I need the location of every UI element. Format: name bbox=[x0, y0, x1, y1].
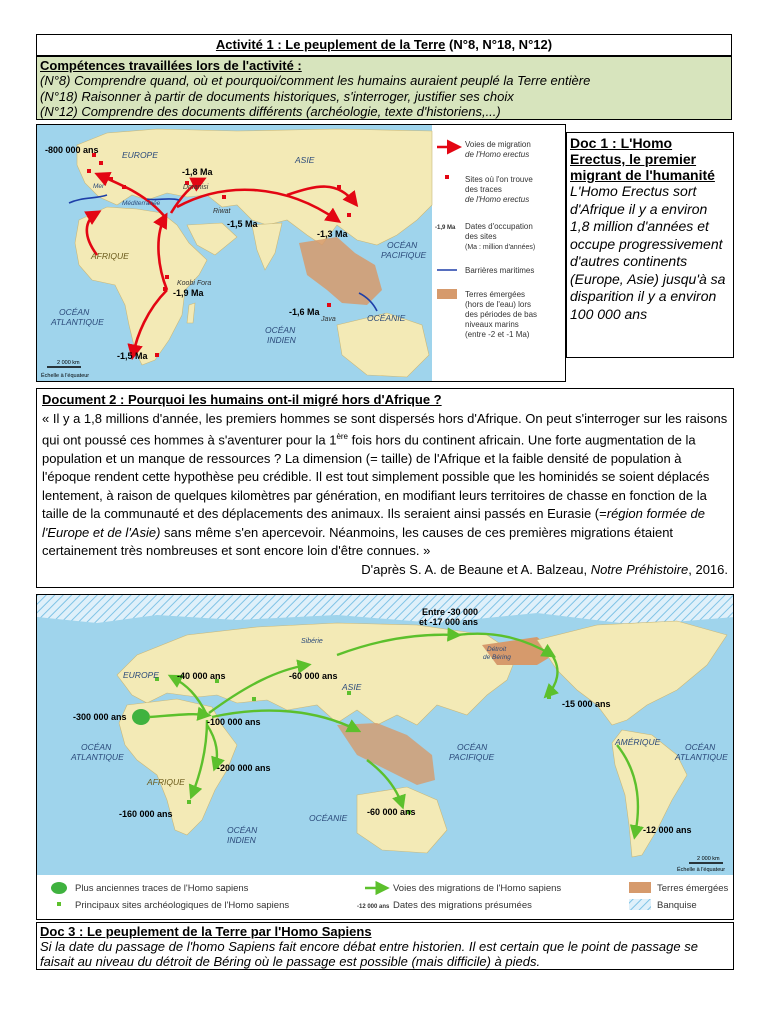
region-label: EUROPE bbox=[122, 150, 158, 160]
doc2-text-part: fois hors du continent africain. Une forte augmentation de la population et un manque de ressources ? La dimension (= taille) de l'Afrique et la faible densité de population à l'époque rendent cette hypothèse peu crédible. Il est tout simplement possible que les hominidés se soient déplacés lentement, à raison de quelques kilomètres par génération, en modifiant leurs territoires de chasse en fonction de la taille de la communauté et des déplacements des animaux. Ils seraient ainsi passés en Eurasie (= bbox=[42, 432, 710, 522]
legend-text: niveaux marins bbox=[465, 320, 519, 329]
doc3-body: Si la date du passage de l'homo Sapiens fait encore débat entre historien. Il est certain que le point de passage se faisait au niveau du détroit de Béring où le passage est possible (mais difficile) à pieds. bbox=[40, 939, 698, 969]
scale-label: Échelle à l'équateur bbox=[41, 373, 90, 379]
legend-swatch bbox=[629, 899, 651, 910]
date-label: -12 000 ans bbox=[643, 825, 692, 835]
doc2-heading: Document 2 : Pourquoi les humains ont-il migré hors d'Afrique ? bbox=[42, 392, 442, 407]
legend-text: Sites où l'on trouve bbox=[465, 175, 533, 184]
competence-item: (N°8) Comprendre quand, où et pourquoi/comment les humains auraient peuplé la Terre entière bbox=[40, 73, 591, 88]
site-name: Koobi Fora bbox=[177, 280, 212, 287]
date-label: -1,9 Ma bbox=[173, 288, 204, 298]
date-label: -1,6 Ma bbox=[289, 307, 320, 317]
region-label: OCÉAN bbox=[457, 742, 488, 752]
homo-sapiens-map-svg bbox=[37, 595, 734, 920]
site-marker bbox=[163, 287, 167, 291]
legend-text: des sites bbox=[465, 232, 497, 241]
date-label: -160 000 ans bbox=[119, 809, 173, 819]
legend-text: Terres émergées bbox=[465, 290, 526, 299]
region-label: OCÉAN bbox=[59, 307, 90, 317]
legend-text: Dates des migrations présumées bbox=[393, 900, 532, 911]
site-marker bbox=[122, 185, 126, 189]
site-marker bbox=[337, 185, 341, 189]
date-label: -40 000 ans bbox=[177, 671, 226, 681]
site-marker bbox=[632, 825, 636, 829]
region-label: INDIEN bbox=[267, 335, 296, 345]
doc2-text bbox=[42, 410, 728, 561]
site-name: Dmanisi bbox=[183, 184, 209, 191]
region-label: EUROPE bbox=[123, 670, 159, 680]
region-label: de Béring bbox=[483, 654, 511, 661]
doc2-source-book: Notre Préhistoire bbox=[590, 561, 689, 577]
legend-text: Barrières maritimes bbox=[465, 266, 535, 275]
region-label: PACIFIQUE bbox=[381, 250, 427, 260]
competences-heading: Compétences travaillées lors de l'activité : bbox=[40, 58, 302, 73]
date-label: -200 000 ans bbox=[217, 763, 271, 773]
legend-text: Plus anciennes traces de l'Homo sapiens bbox=[75, 883, 249, 894]
date-label: -1,3 Ma bbox=[317, 229, 348, 239]
legend-text: Principaux sites archéologiques de l'Homo sapiens bbox=[75, 900, 290, 911]
doc1-heading: Doc 1 : L'Homo Erectus, le premier migrant de l'humanité bbox=[570, 135, 715, 183]
site-marker bbox=[155, 353, 159, 357]
date-label: -60 000 ans bbox=[289, 671, 338, 681]
legend-text: de l'Homo erectus bbox=[465, 195, 530, 204]
site-marker bbox=[222, 195, 226, 199]
legend-text: Voies de migration bbox=[465, 140, 531, 149]
region-label: ATLANTIQUE bbox=[71, 752, 124, 762]
site-marker bbox=[109, 177, 113, 181]
doc2-box bbox=[36, 388, 734, 588]
site-name: Riwat bbox=[213, 208, 231, 215]
region-label: ASIE bbox=[342, 682, 362, 692]
legend-text: (Ma : million d'années) bbox=[465, 244, 536, 251]
region-label: AMÉRIQUE bbox=[615, 737, 661, 747]
doc2-text-part: sans même s'en apercevoir. Néanmoins, les causes de ces premières migrations étaient certainement très nombreuses et sont encore loin d'être connues. » bbox=[42, 524, 674, 559]
legend-text: Dates d'occupation bbox=[465, 222, 533, 231]
region-label: OCÉAN bbox=[265, 325, 296, 335]
date-label: -100 000 ans bbox=[207, 717, 261, 727]
date-label: -60 000 ans bbox=[367, 807, 416, 817]
doc1-box bbox=[566, 132, 734, 358]
date-label: -15 000 ans bbox=[562, 699, 611, 709]
doc2-source bbox=[42, 561, 728, 580]
legend-text: -12 000 ans bbox=[357, 904, 390, 910]
region-label: OCÉAN bbox=[685, 742, 716, 752]
legend-text: -1,9 Ma bbox=[435, 225, 456, 231]
scale-label: Échelle à l'équateur bbox=[677, 867, 726, 873]
region-label: OCÉANIE bbox=[309, 813, 348, 823]
legend-text: des périodes de bas bbox=[465, 310, 538, 319]
date-label: -1,8 Ma bbox=[182, 167, 213, 177]
oldest-traces-marker bbox=[132, 709, 150, 725]
region-label: OCÉAN bbox=[227, 825, 258, 835]
legend-text: Voies des migrations de l'Homo sapiens bbox=[393, 883, 562, 894]
region-label: INDIEN bbox=[227, 835, 256, 845]
site-marker bbox=[347, 213, 351, 217]
date-label: -1,5 Ma bbox=[227, 219, 258, 229]
site-name: Java bbox=[321, 316, 336, 323]
region-label: Sibérie bbox=[301, 638, 323, 645]
site-marker bbox=[327, 303, 331, 307]
competence-item: (N°18) Raisonner à partir de documents historiques, s'interroger, justifier ses choix bbox=[40, 88, 514, 104]
homo-erectus-map bbox=[36, 124, 566, 382]
region-label: OCÉANIE bbox=[367, 313, 406, 323]
legend-swatch bbox=[437, 289, 457, 299]
date-label: -800 000 ans bbox=[45, 145, 99, 155]
legend-text: Terres émergées bbox=[657, 883, 729, 894]
legend-swatch bbox=[629, 882, 651, 893]
legend-site-marker bbox=[445, 175, 449, 179]
activity-codes: (N°8, N°18, N°12) bbox=[449, 37, 553, 52]
legend-oldest-marker bbox=[51, 882, 67, 894]
scale-label: 2 000 km bbox=[57, 360, 80, 366]
date-label: Entre -30 000 bbox=[422, 607, 479, 617]
date-label: et -17 000 ans bbox=[419, 617, 479, 627]
competence-item: (N°12) Comprendre des documents différents (archéologie, texte d'historiens,...) bbox=[40, 104, 501, 119]
region-label: ATLANTIQUE bbox=[675, 752, 728, 762]
doc2-source-authors: D'après S. A. de Beaune et A. Balzeau, bbox=[361, 561, 591, 577]
site-marker bbox=[99, 161, 103, 165]
legend-text: de l'Homo erectus bbox=[465, 150, 530, 159]
region-label: AFRIQUE bbox=[91, 251, 129, 261]
legend-area bbox=[37, 875, 734, 920]
doc3-box bbox=[36, 922, 734, 970]
site-marker bbox=[187, 800, 191, 804]
region-label: Méditerranée bbox=[122, 200, 161, 207]
homo-erectus-map-svg bbox=[37, 125, 566, 382]
legend-text: (entre -2 et -1 Ma) bbox=[465, 330, 530, 339]
legend-area bbox=[432, 125, 566, 382]
doc2-text-italic: région formée de l'Europe et de l'Asie) bbox=[42, 506, 706, 540]
legend-site-marker bbox=[57, 902, 61, 906]
activity-title-box bbox=[36, 34, 732, 56]
doc1-body: L'Homo Erectus sort d'Afrique il y a environ 1,8 million d'années et occupe progressivement d'autres continents (Europe, Asie) jusqu'à sa disparition il y a environ 100 000 ans bbox=[570, 183, 726, 322]
legend-text: des traces bbox=[465, 185, 502, 194]
date-label: -1,5 Ma bbox=[117, 351, 148, 361]
region-label: OCÉAN bbox=[387, 240, 418, 250]
region-label: AFRIQUE bbox=[147, 777, 185, 787]
region-label: OCÉAN bbox=[81, 742, 112, 752]
site-marker bbox=[165, 275, 169, 279]
competences-box bbox=[36, 56, 732, 120]
activity-title: Activité 1 : Le peuplement de la Terre bbox=[215, 37, 446, 52]
scale-label: 2 000 km bbox=[697, 856, 720, 862]
region-label: PACIFIQUE bbox=[449, 752, 495, 762]
region-label: ASIE bbox=[295, 155, 315, 165]
site-marker bbox=[252, 697, 256, 701]
legend-text: (hors de l'eau) lors bbox=[465, 300, 531, 309]
doc3-heading: Doc 3 : Le peuplement de la Terre par l'Homo Sapiens bbox=[40, 924, 372, 939]
doc2-text-part: « Il y a 1,8 millions d'année, les premiers hommes se sont dispersés hors d'Afrique. On peut s'interroger sur les raisons qui ont poussé ces hommes à s'aventurer pour la 1 bbox=[42, 410, 728, 448]
region-label: ATLANTIQUE bbox=[51, 317, 104, 327]
site-marker bbox=[547, 695, 551, 699]
legend-text: Banquise bbox=[657, 900, 697, 911]
region-label: Mer bbox=[93, 183, 105, 190]
region-label: Détroit bbox=[487, 646, 507, 653]
date-label: -300 000 ans bbox=[73, 712, 127, 722]
doc2-source-year: , 2016. bbox=[688, 561, 728, 577]
homo-sapiens-map bbox=[36, 594, 734, 920]
doc2-sup: ère bbox=[336, 432, 348, 441]
site-marker bbox=[87, 169, 91, 173]
